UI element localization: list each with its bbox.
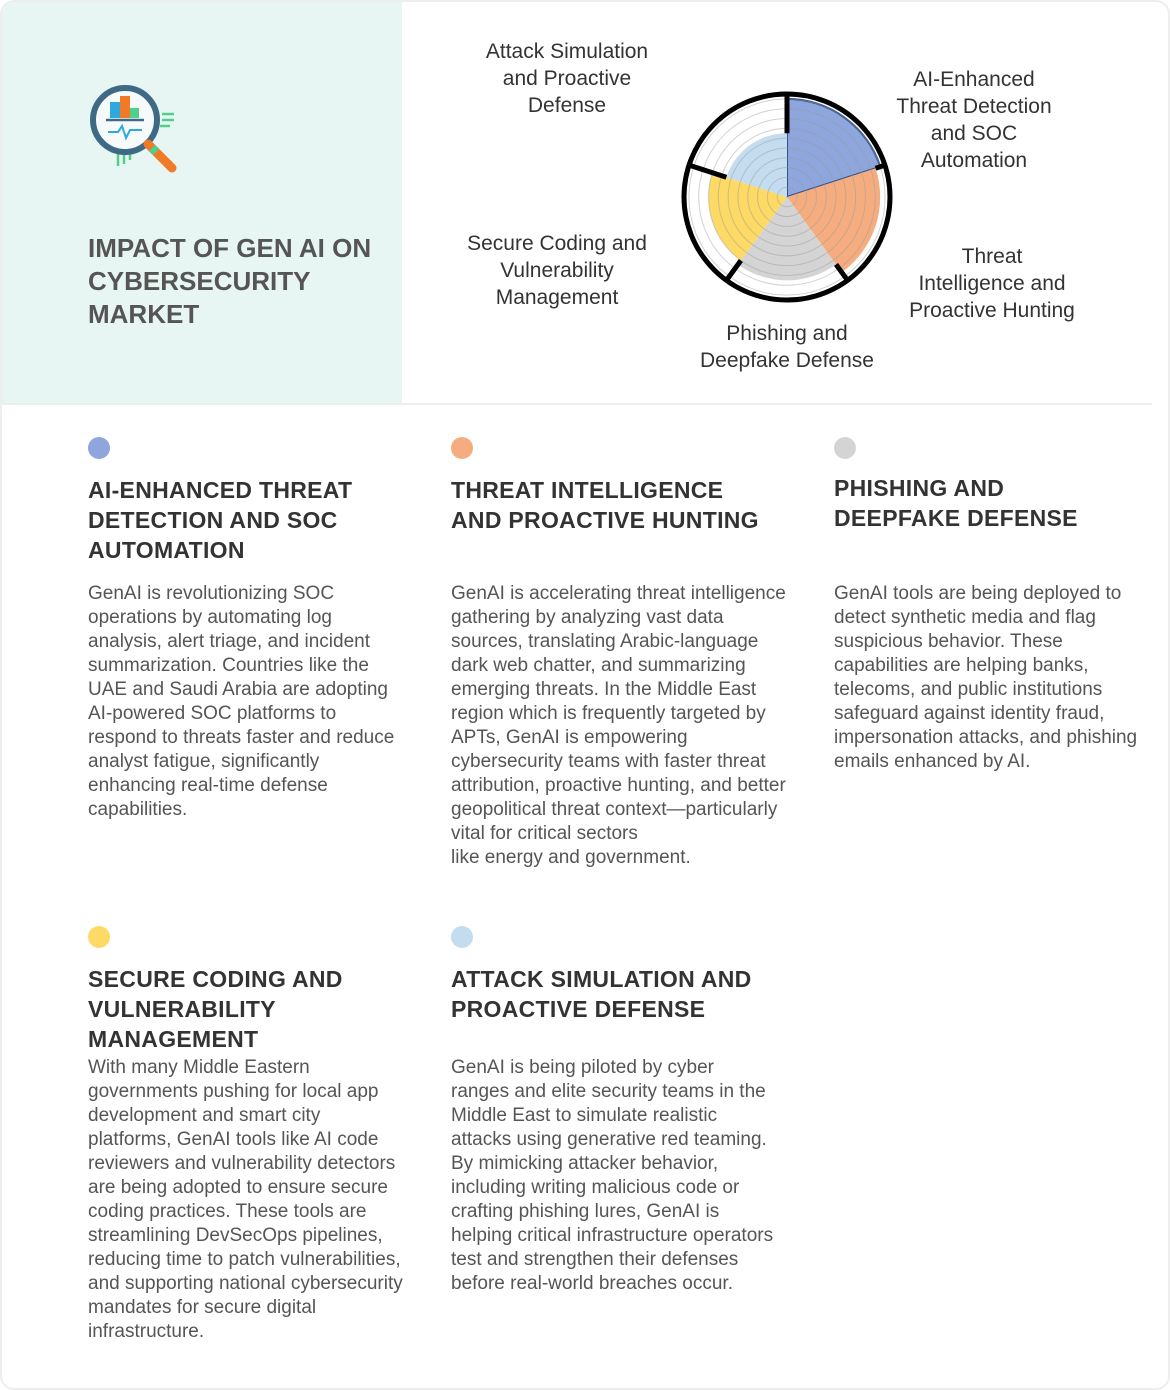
chart-label-secure-coding: Secure Coding and Vulnerability Management (467, 232, 647, 309)
section-body: With many Middle Eastern governments pushing for local app development and smart city platforms, GenAI tools like AI code reviewers and vulnerability detectors are being adopted to ensure secure coding practices. These tools are streamlining DevSecOps pipelines, reducing time to patch vulnerabilities, and supporting national cybersecurity mandates for secure digital infrastructure. (88, 1057, 403, 1342)
section-secure-coding (88, 926, 408, 1054)
section-body: GenAI tools are being deployed to detect synthetic media and flag suspicious behavior. These capabilities are helping banks, telecoms, and public institutions safeguard against identity fraud, impersonation attacks, and phishing emails enhanced by AI. (834, 583, 1138, 772)
section-heading: PHISHING AND DEEPFAKE DEFENSE (834, 475, 1078, 531)
title-panel (2, 2, 402, 404)
chart-label-threat-intelligence: Threat Intelligence and Proactive Hunting (909, 245, 1075, 322)
legend-dot (88, 437, 110, 459)
section-body: GenAI is revolutionizing SOC operations by automating log analysis, alert triage, and incident summarization. Countries like the UAE and Saudi Arabia are adopting AI-powered SOC platforms to respond to threats faster and reduce analyst fatigue, significantly enhancing real-time defense capabilities. (88, 583, 395, 820)
section-heading: AI-ENHANCED THREAT DETECTION AND SOC AUTOMATION (88, 477, 353, 563)
chart-label-phishing-deepfake: Phishing and Deepfake Defense (700, 322, 874, 372)
page-title: IMPACT OF GEN AI ON CYBERSECURITY MARKET (88, 233, 372, 329)
legend-dot (451, 926, 473, 948)
divider (2, 403, 1152, 405)
section-ai-threat-detection (88, 437, 408, 565)
section-heading: ATTACK SIMULATION AND PROACTIVE DEFENSE (451, 966, 752, 1022)
chart-label-attack-simulation: Attack Simulation and Proactive Defense (485, 40, 649, 117)
section-body: GenAI is being piloted by cyber ranges and elite security teams in the Middle East to simulate realistic attacks using generative red teaming. By mimicking attacker behavior, including writing malicious code or crafting phishing lures, GenAI is helping critical infrastructure operators test and strengthen their defenses before real-world breaches occur. (451, 1057, 774, 1294)
section-attack-simulation (451, 926, 771, 1024)
section-phishing-deepfake (834, 437, 1154, 533)
polar-area-chart (672, 82, 902, 312)
legend-dot (834, 437, 856, 459)
magnifier-analytics-icon (82, 80, 182, 180)
section-threat-intelligence (451, 437, 771, 535)
legend-dot (451, 437, 473, 459)
section-body: GenAI is accelerating threat intelligence gathering by analyzing vast data sources, translating Arabic-language dark web chatter, and summarizing emerging threats. In the Middle East region which is frequently targeted by APTs, GenAI is empowering cybersecurity teams with faster threat attribution, proactive hunting, and better geopolitical threat context—particularly vital for critical sectors like energy and government. (451, 583, 786, 868)
chart-label-ai-threat-detection: AI-Enhanced Threat Detection and SOC Automation (896, 68, 1052, 172)
legend-dot (88, 926, 110, 948)
section-heading: THREAT INTELLIGENCE AND PROACTIVE HUNTING (451, 477, 759, 533)
section-heading: SECURE CODING AND VULNERABILITY MANAGEMENT (88, 966, 343, 1052)
sector-divider (689, 165, 726, 177)
